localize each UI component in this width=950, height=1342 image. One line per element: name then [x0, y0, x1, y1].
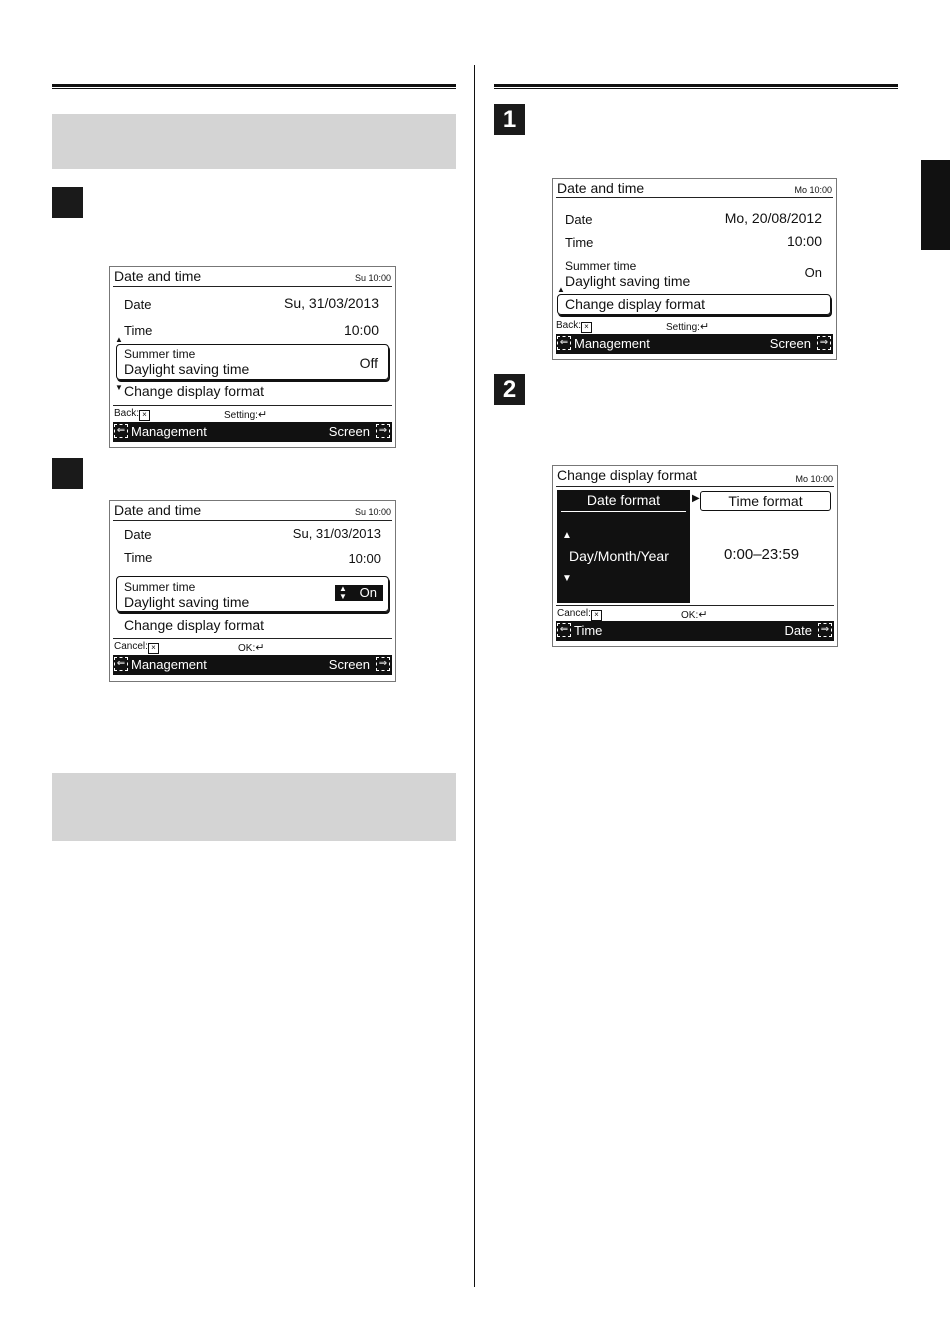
- enter-icon: ↵: [257, 409, 268, 421]
- screen-title: Date and time: [114, 502, 202, 518]
- chapter-side-tab: [921, 160, 950, 250]
- time-value: 10:00: [786, 233, 822, 249]
- management-icon[interactable]: ⇐: [114, 657, 128, 671]
- time-label: Time: [124, 323, 153, 338]
- step-number-2: 2: [494, 374, 525, 405]
- summer-time-label: Summer time: [124, 347, 196, 361]
- footer-divider: [113, 405, 392, 406]
- screen-title: Date and time: [557, 180, 645, 196]
- footer-divider: [113, 638, 392, 639]
- change-format-item[interactable]: Change display format: [124, 617, 265, 633]
- management-label[interactable]: Management: [131, 657, 207, 672]
- caret-right-icon: ▶: [692, 493, 700, 504]
- management-label[interactable]: Management: [574, 336, 650, 351]
- title-divider: [556, 486, 834, 487]
- time-format-tab[interactable]: [700, 491, 831, 511]
- cancel-hint: Cancel: ×: [557, 608, 602, 621]
- daylight-saving-label: Daylight saving time: [124, 361, 250, 377]
- section-heading-band-2: [52, 773, 456, 841]
- screen-clock: Su 10:00: [354, 507, 391, 517]
- screen-date-time-off: [109, 266, 396, 448]
- cancel-icon: ×: [148, 643, 159, 654]
- summer-time-value: On: [359, 585, 377, 600]
- nav-bar: [113, 655, 392, 675]
- back-hint: Back: ×: [556, 320, 592, 333]
- right-column-top-rule: [494, 84, 898, 89]
- footer-divider: [556, 605, 834, 606]
- date-format-panel[interactable]: [557, 490, 690, 603]
- summer-time-row[interactable]: [116, 344, 389, 380]
- screen-clock: Mo 10:00: [795, 474, 833, 484]
- daylight-saving-label: Daylight saving time: [565, 273, 691, 289]
- time-label: Time: [565, 235, 594, 250]
- screen-label[interactable]: Screen: [328, 657, 370, 672]
- date-value: Su, 31/03/2013: [284, 295, 379, 311]
- back-icon: ×: [581, 322, 592, 333]
- up-down-arrows-icon: ▲ ▼: [339, 584, 347, 601]
- nav-bar: [556, 621, 834, 641]
- change-format-row[interactable]: [557, 294, 831, 315]
- date-label: Date: [124, 297, 152, 312]
- date-format-value: Day/Month/Year: [569, 548, 669, 564]
- screen-icon[interactable]: ⇒: [817, 336, 831, 350]
- screen-label[interactable]: Screen: [769, 336, 811, 351]
- screen-clock: Mo 10:00: [794, 185, 832, 195]
- screen-icon[interactable]: ⇒: [376, 424, 390, 438]
- time-format-tab-label: Time format: [728, 493, 803, 509]
- scroll-down-icon[interactable]: ▼: [562, 573, 572, 584]
- time-tab-icon[interactable]: ⇐: [557, 623, 571, 637]
- time-label: Time: [124, 550, 153, 565]
- scroll-up-icon[interactable]: ▲: [562, 530, 572, 541]
- screen-label[interactable]: Screen: [328, 424, 370, 439]
- ok-hint: OK:↵: [238, 642, 265, 654]
- left-column-top-rule: [52, 84, 456, 89]
- time-value: 10:00: [348, 551, 381, 566]
- time-format-value: 0:00–23:59: [724, 546, 800, 563]
- summer-time-value: Off: [359, 355, 378, 371]
- scroll-down-icon: ▼: [115, 383, 123, 392]
- back-icon: ×: [139, 410, 150, 421]
- date-tab-icon[interactable]: ⇒: [818, 623, 832, 637]
- screen-title: Date and time: [114, 268, 202, 284]
- scroll-up-icon: ▲: [115, 335, 123, 344]
- date-format-tab-underline: [561, 511, 686, 512]
- date-value: Mo, 20/08/2012: [724, 210, 822, 226]
- enter-icon: ↵: [699, 321, 710, 333]
- date-label: Date: [124, 527, 152, 542]
- enter-icon: ↵: [698, 609, 708, 621]
- title-divider: [113, 286, 392, 287]
- management-icon[interactable]: ⇐: [114, 424, 128, 438]
- screen-change-display-format: [552, 465, 838, 647]
- date-value: Su, 31/03/2013: [292, 526, 381, 541]
- cancel-hint: Cancel: ×: [114, 641, 159, 654]
- date-format-tab[interactable]: Date format: [586, 492, 661, 508]
- screen-icon[interactable]: ⇒: [376, 657, 390, 671]
- management-label[interactable]: Management: [131, 424, 207, 439]
- title-divider: [556, 197, 833, 198]
- summer-time-label: Summer time: [124, 580, 196, 594]
- management-icon[interactable]: ⇐: [557, 336, 571, 350]
- nav-bar: [113, 422, 392, 442]
- setting-hint: Setting:↵: [666, 321, 710, 333]
- column-separator: [474, 65, 475, 1287]
- summer-time-value: On: [804, 265, 822, 280]
- ok-hint: OK:↵: [681, 609, 708, 621]
- enter-icon: ↵: [255, 642, 265, 654]
- screen-title: Change display format: [557, 467, 698, 483]
- step-marker-left-1: [52, 187, 83, 218]
- nav-bar: [556, 334, 833, 354]
- screen-clock: Su 10:00: [354, 273, 391, 283]
- time-value: 10:00: [343, 322, 379, 338]
- screen-date-time-change-format: [552, 178, 837, 360]
- summer-time-label: Summer time: [565, 259, 637, 273]
- change-format-item[interactable]: Change display format: [124, 383, 265, 399]
- screen-date-time-on-edit: [109, 500, 396, 682]
- date-tab-label[interactable]: Date: [784, 623, 812, 638]
- summer-time-row[interactable]: [116, 576, 389, 612]
- setting-hint: Setting:↵: [224, 409, 268, 421]
- date-label: Date: [565, 212, 593, 227]
- cancel-icon: ×: [591, 610, 602, 621]
- title-divider: [113, 520, 392, 521]
- daylight-saving-label: Daylight saving time: [124, 594, 250, 610]
- step-marker-left-2: [52, 458, 83, 489]
- section-heading-band-1: [52, 114, 456, 169]
- change-format-label: Change display format: [565, 296, 706, 312]
- back-hint: Back: ×: [114, 408, 150, 421]
- step-number-1: 1: [494, 104, 525, 135]
- scroll-up-icon: ▲: [557, 285, 565, 294]
- time-tab-label[interactable]: Time: [574, 623, 603, 638]
- summer-time-spinner[interactable]: [335, 585, 383, 601]
